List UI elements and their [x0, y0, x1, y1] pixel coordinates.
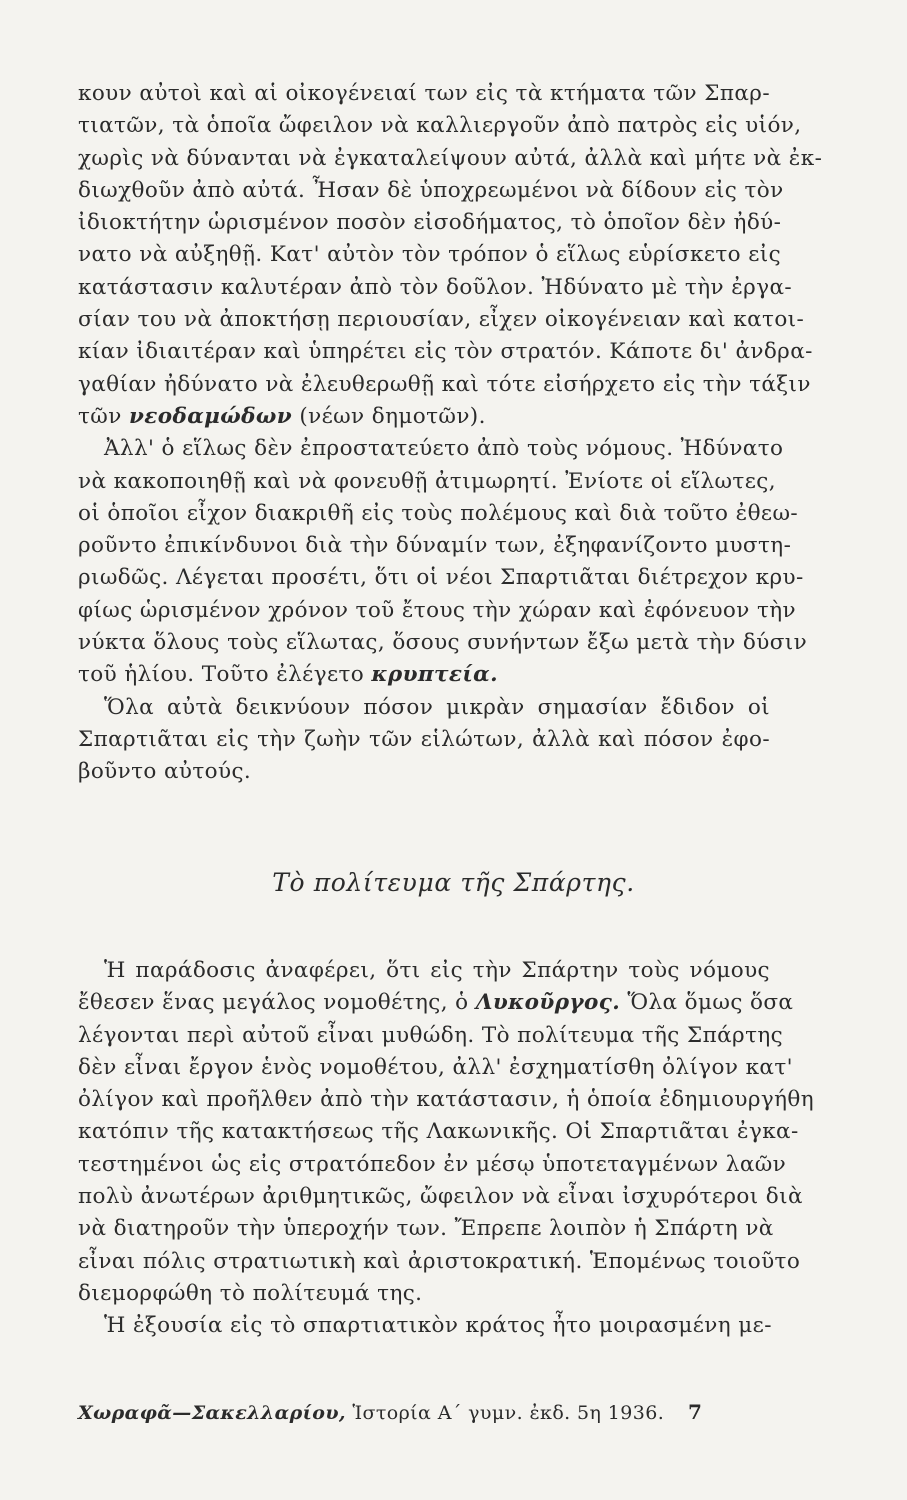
text-line: ριωδῶς. Λέγεται προσέτι, ὅτι οἱ νέοι Σπαρτιᾶται διέτρεχον κρυ- [78, 565, 804, 591]
text-line: φίως ὡρισμένον χρόνον τοῦ ἔτους τὴν χώραν καὶ ἐφόνευον τὴν [78, 597, 797, 623]
text-line [78, 401, 770, 433]
text-line: Ὅλα αὐτὰ δεικνύουν πόσον μικρὰν σημασίαν ἔδιδον οἱ [104, 694, 770, 720]
text-line: ροῦντο ἐπικίνδυνοι διὰ τὴν δύναμίν των, ἐξηφανίζοντο μυστη- [78, 533, 792, 559]
text-line: δὲν εἶναι ἔργον ἑνὸς νομοθέτου, ἀλλ' ἐσχηματίσθη ὀλίγον κατ' [78, 1054, 793, 1080]
text-line: διεμορφώθη τὸ πολίτευμά της. [78, 1280, 423, 1306]
text-line: διωχθοῦν ἀπὸ αὐτά. Ἦσαν δὲ ὑποχρεωμένοι νὰ δίδουν εἰς τὸν [78, 177, 784, 203]
term-neodamodeis: νεοδαμώδων [128, 403, 293, 429]
text-line: χωρὶς νὰ δύνανται νὰ ἐγκαταλείψουν αὐτά, ἀλλὰ καὶ μήτε νὰ ἐκ- [78, 145, 823, 171]
text-line: γαθίαν ἠδύνατο νὰ ἐλευθερωθῇ καὶ τότε εἰσήρχετο εἰς τὴν τάξιν [78, 371, 811, 397]
text-line: ἰδιοκτήτην ὡρισμένον ποσὸν εἰσοδήματος, τὸ ὁποῖον δὲν ἠδύ- [78, 210, 782, 236]
text-fragment: τῶν [78, 403, 129, 429]
text-fragment: ἔθεσεν ἕνας μεγάλος νομοθέτης, ὁ [78, 990, 476, 1016]
body-text-section-1 [78, 78, 823, 789]
text-line: νὰ διατηροῦν τὴν ὑπεροχήν των. Ἔπρεπε λοιπὸν ἡ Σπάρτη νὰ [78, 1216, 774, 1242]
body-text-section-2 [78, 955, 815, 1343]
text-line: ὀλίγον καὶ προῆλθεν ἀπὸ τὴν κατάστασιν, ἡ ὁποία ἐδημιουργήθη [78, 1087, 815, 1113]
text-line: πολὺ ἀνωτέρων ἀριθμητικῶς, ὤφειλον νὰ εἶναι ἰσχυρότεροι διὰ [78, 1184, 803, 1210]
term-krypteia: κρυπτεία. [371, 662, 498, 688]
footer-citation: Ἱστορία Α΄ γυμν. ἐκδ. 5η 1936. [345, 1402, 665, 1424]
section-heading: Τὸ πολίτευμα τῆς Σπάρτης. [272, 868, 635, 897]
text-line: οἱ ὁποῖοι εἶχον διακριθῆ εἰς τοὺς πολέμους καὶ διὰ τοῦτο ἐθεω- [78, 500, 799, 526]
text-line [78, 987, 794, 1019]
page-footer [78, 1402, 700, 1424]
text-line: Ἡ ἐξουσία εἰς τὸ σπαρτιατικὸν κράτος ἦτο μοιρασμένη με- [104, 1313, 772, 1339]
text-line: κατόπιν τῆς κατακτήσεως τῆς Λακωνικῆς. Οἱ Σπαρτιᾶται ἐγκα- [78, 1119, 799, 1145]
text-line: Σπαρτιᾶται εἰς τὴν ζωὴν τῶν εἱλώτων, ἀλλὰ καὶ πόσον ἐφο- [78, 726, 770, 752]
footer-authors: Χωραφᾶ—Σακελλαρίου, [78, 1402, 346, 1424]
page-number: 7 [688, 1400, 702, 1424]
text-line: νὰ κακοποιηθῇ καὶ νὰ φονευθῇ ἀτιμωρητί. Ἐνίοτε οἱ εἵλωτες, [78, 468, 776, 494]
text-line: νύκτα ὅλους τοὺς εἵλωτας, ὅσους συνήντων ἔξω μετὰ τὴν δύσιν [78, 630, 808, 656]
text-fragment: (νέων δημοτῶν). [292, 403, 486, 429]
text-line: νατο νὰ αὐξηθῇ. Κατ' αὐτὸν τὸν τρόπον ὁ εἵλως εὑρίσκετο εἰς [78, 242, 782, 268]
text-fragment: τοῦ ἡλίου. Τοῦτο ἐλέγετο [78, 662, 372, 688]
text-line: σίαν του νὰ ἀποκτήσῃ περιουσίαν, εἶχεν οἰκογένειαν καὶ κατοι- [78, 307, 805, 333]
text-line: κουν αὐτοὶ καὶ αἱ οἰκογένειαί των εἰς τὰ κτήματα τῶν Σπαρ- [78, 81, 770, 106]
text-line: τιατῶν, τὰ ὁποῖα ὤφειλον νὰ καλλιεργοῦν ἀπὸ πατρὸς εἰς υἱόν, [78, 113, 802, 139]
text-line: λέγονται περὶ αὐτοῦ εἶναι μυθώδη. Τὸ πολίτευμα τῆς Σπάρτης [78, 1022, 784, 1048]
text-line: Ἀλλ' ὁ εἵλως δὲν ἐπροστατεύετο ἀπὸ τοὺς νόμους. Ἠδύνατο [104, 436, 784, 462]
text-line: βοῦντο αὐτούς. [78, 759, 252, 785]
text-line: κατάστασιν καλυτέραν ἀπὸ τὸν δοῦλον. Ἠδύνατο μὲ τὴν ἐργα- [78, 274, 793, 300]
text-line [78, 659, 770, 691]
text-line: κίαν ἰδιαιτέραν καὶ ὑπηρέτει εἰς τὸν στρατόν. Κάποτε δι' ἀνδρα- [78, 339, 813, 365]
text-line: Ἡ παράδοσις ἀναφέρει, ὅτι εἰς τὴν Σπάρτην τοὺς νόμους [104, 958, 770, 983]
text-fragment: Ὅλα ὅμως ὅσα [620, 990, 794, 1016]
text-line: εἶναι πόλις στρατιωτικὴ καὶ ἀριστοκρατική. Ἑπομένως τοιοῦτο [78, 1248, 801, 1274]
text-line: τεστημένοι ὡς εἰς στρατόπεδον ἐν μέσῳ ὑποτεταγμένων λαῶν [78, 1151, 787, 1177]
term-lykourgos: Λυκοῦργος. [475, 990, 621, 1016]
